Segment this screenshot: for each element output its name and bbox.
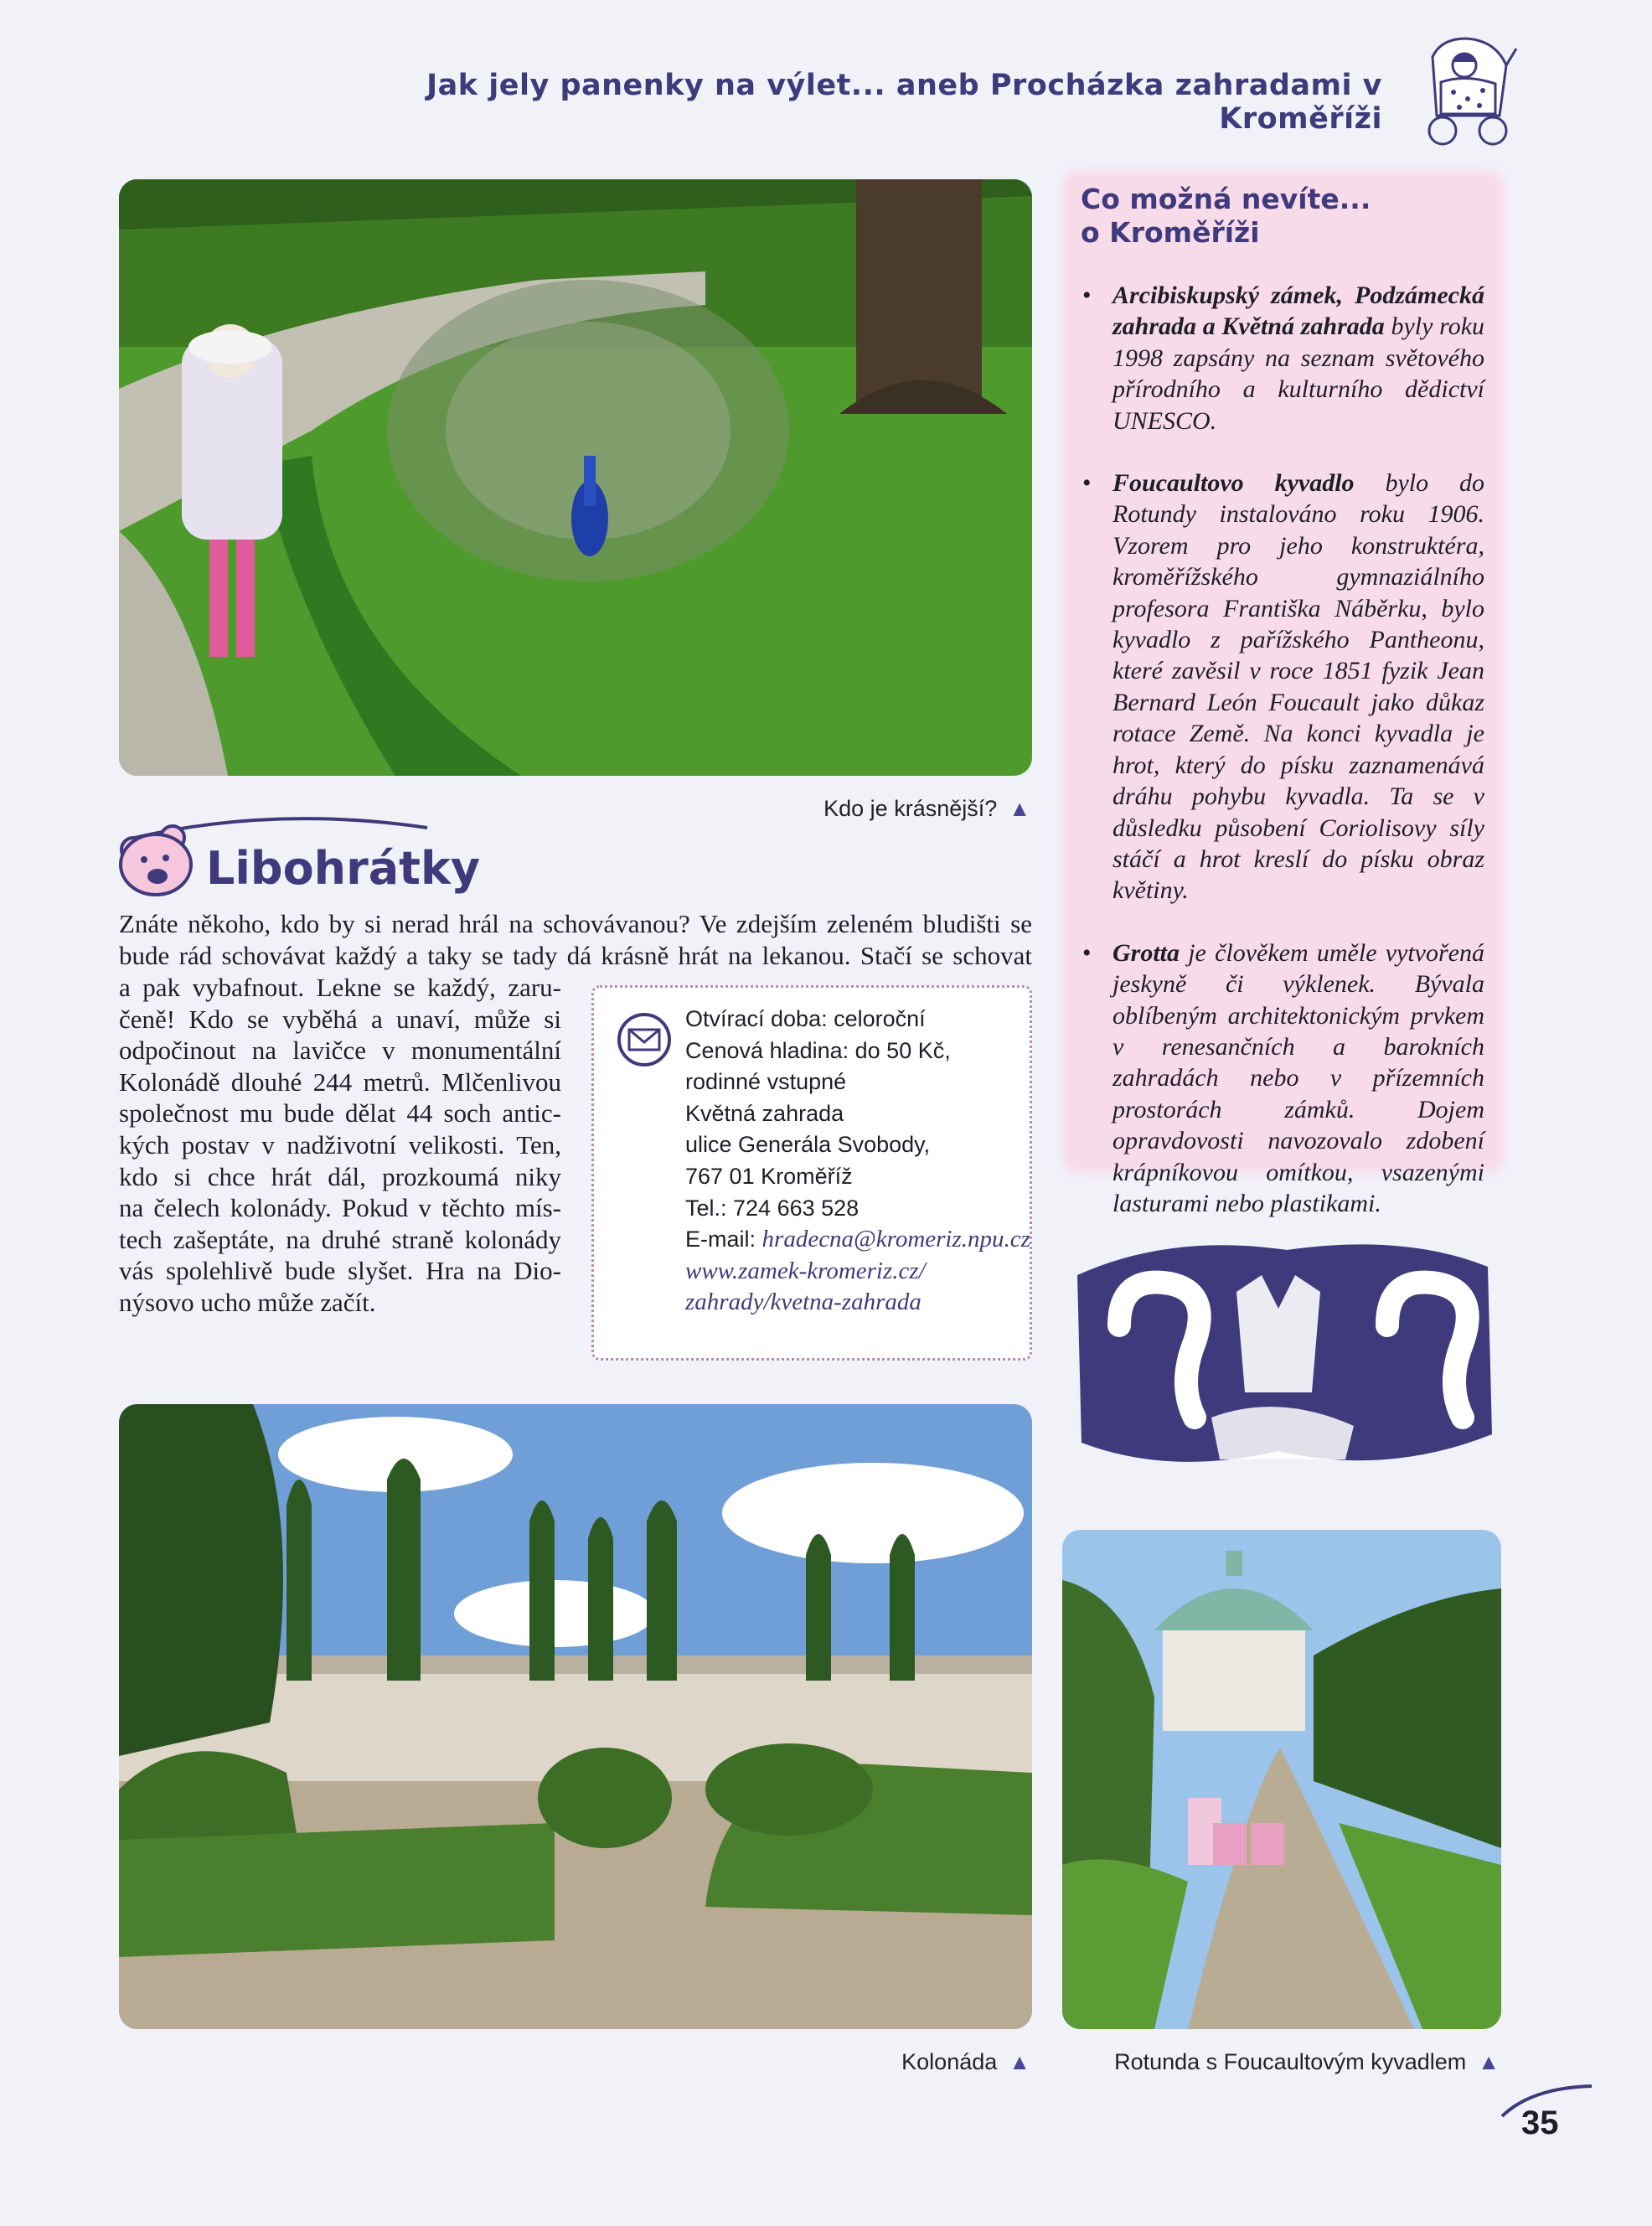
venue-name: Květná zahrada [685,1100,844,1126]
email-label: E-mail: [685,1227,756,1252]
colonnade-caption-text: Kolonáda [901,2049,998,2074]
phone: Tel.: 724 663 528 [685,1195,860,1221]
did-you-know-list [1081,280,1484,1250]
price-level: Cenová hladina: do 50 Kč, [685,1037,951,1063]
list-item [1081,280,1484,436]
email-link[interactable]: hradecna@kromeriz.npu.cz [761,1226,1030,1253]
triangle-icon: ▲ [1009,796,1030,821]
triangle-icon: ▲ [1009,2049,1030,2074]
text-line: bude rád schovávat každý a taky se tady dá krásně hrát na lekanou. Stačí se schovat [119,940,1032,970]
running-header: Jak jely panenky na výlet... aneb Procházka zahradami v Kroměříži [426,69,1382,136]
price-note: rodinné vstupné [685,1069,847,1095]
opening-hours: Otvírací doba: celoroční [685,1006,926,1031]
rotunda-photo [1062,1530,1501,2029]
triangle-icon: ▲ [1478,2049,1500,2074]
envelope-icon [617,1012,672,1067]
colonnade-caption [754,2049,1030,2075]
text-line: společnost mu bude dělat 44 soch antic- [119,1098,561,1128]
list-item [1081,467,1484,906]
text-line: na čelech kolonády. Pokud v těchto mís- [119,1193,561,1223]
text-line: kých postav v nadživotní velikosti. Ten, [119,1129,561,1159]
rotunda-caption [1081,2049,1500,2075]
text-line: a pak vybafnout. Lekne se každý, zaru- [119,973,561,1002]
body-text-wide [119,908,1032,971]
peacock-photo [119,179,1032,776]
text-line: Znáte někoho, kdo by si nerad hrál na schovávanou? Ve zdejším zeleném bludišti se [119,909,1032,938]
info-details [685,1004,1037,1319]
item-bold: Grotta [1113,938,1180,967]
doll-carriage-illustration [1416,32,1525,149]
page-number: 35 [1521,2105,1559,2141]
item-bold: Arcibiskupský zámek, Podzámecká zahrada a Květná zahrada [1113,281,1484,341]
text-line: Kolonádě dlouhé 244 metrů. Mlčenlivou [119,1067,561,1097]
colonnade-photo [119,1404,1032,2029]
rotunda-caption-text: Rotunda s Foucaultovým kyvadlem [1114,2049,1467,2074]
list-item [1081,937,1484,1220]
email-row [685,1224,1037,1256]
item-text: byly roku 1998 zapsány na seznam světového přírodního a kulturního dědictví UNESCO. [1113,312,1485,435]
body-text-narrow [119,972,561,1319]
street-address: ulice Generála Svobody, [685,1132,931,1158]
did-you-know-title-line1: Co možná nevíte... [1081,183,1371,215]
item-text: bylo do Rotundy instalováno roku 1906. Vzorem pro jeho konstruktéra, kroměřížského gymnaziálního profesora Františka Náběrku, bylo kyvadlo z pařížského Pantheonu, které zavěsil v roce 1851 fyzik Jean Bernard León Foucault jako důkaz rotace Země. Na konci kyvadla je hrot, který do písku zaznamenává dráhu pohybu kyvadla. Ta se v důsledku působení Coriolisovy síly stáčí a hrot kreslí do písku obraz květiny. [1113,469,1484,905]
text-line: čeně! Kdo se vyběhá a unaví, může si [119,1004,561,1034]
section-title: Libohrátky [206,842,481,895]
did-you-know-title-line2: o Kroměříži [1081,216,1260,249]
text-line: odpočinout na lavičce v monumentální [119,1036,561,1066]
text-line: kdo si chce hrát dál, prozkoumá niky [119,1161,561,1191]
text-line: tech zašeptáte, na druhé straně kolonády [119,1224,561,1254]
did-you-know-title [1081,183,1483,250]
peacock-caption-text: Kdo je krásnější? [823,796,998,821]
text-line: nýsovo ucho může začít. [119,1287,376,1317]
peacock-caption [754,796,1030,822]
web-link-line2[interactable]: zahrady/kvetna-zahrada [685,1289,922,1316]
web-link-line1[interactable]: www.zamek-kromeriz.cz/ [685,1257,926,1284]
city-address: 767 01 Kroměříž [685,1163,853,1189]
item-bold: Foucaultovo kyvadlo [1113,469,1355,498]
grotto-illustration [1069,1225,1498,1478]
item-text: je člověkem uměle vytvořená jeskyně či výklenek. Bývala oblíbeným architektonickým prvkem v renesančních a barokních zahradách nebo v přízemních prostorách zámků. Dojem opravdovosti navozovalo zdobení krápníkovou omítkou, vsazenými lasturami nebo plastikami. [1113,938,1484,1217]
text-line: vás spolehlivě bude slyšet. Hra na Dio- [119,1256,561,1286]
